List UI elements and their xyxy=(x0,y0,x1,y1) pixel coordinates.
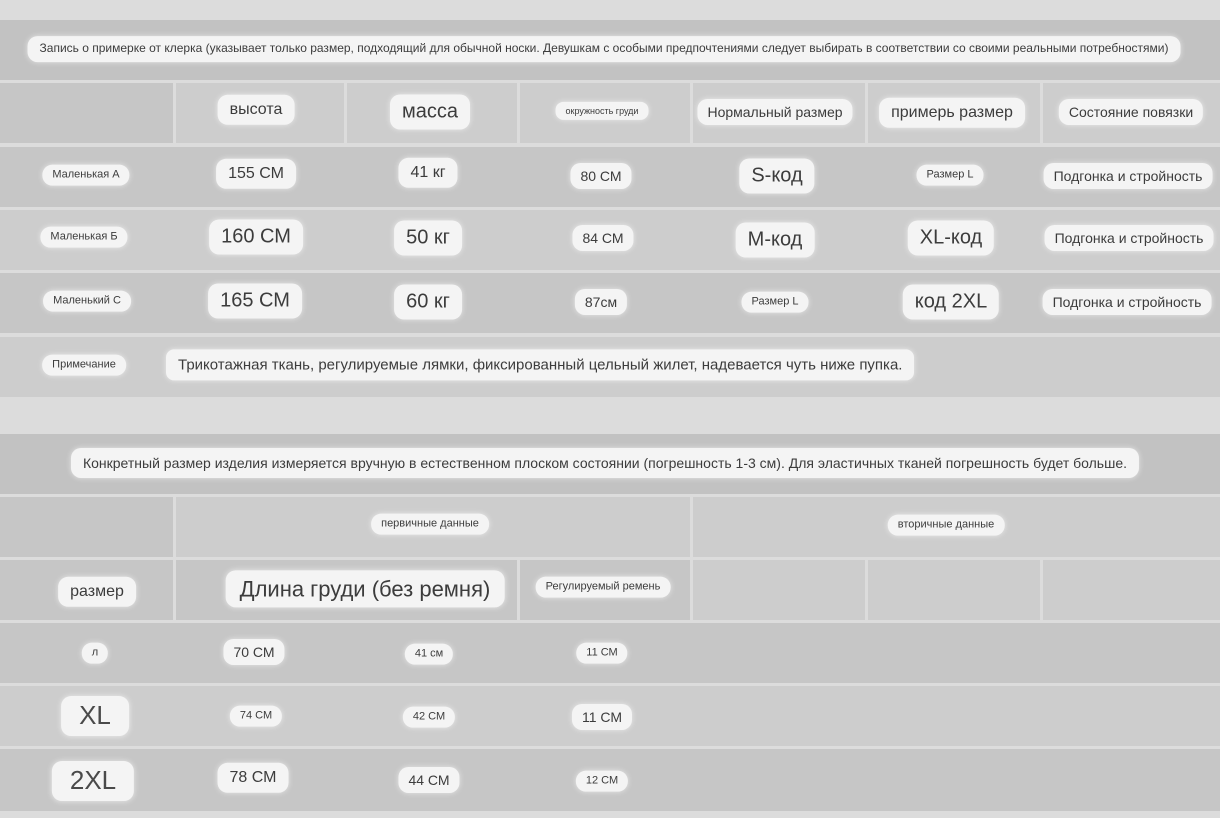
chest-length-value: 74 СМ xyxy=(230,706,282,727)
col-header-cell-empty xyxy=(1043,560,1220,620)
chest-length-value: 78 СМ xyxy=(218,763,289,793)
group-header-blank xyxy=(0,497,173,557)
row-chest: 87см xyxy=(575,289,627,315)
chest-length-value: 70 СМ xyxy=(223,639,284,665)
col2-value: 44 СМ xyxy=(398,767,459,793)
row-name: Маленький С xyxy=(43,291,131,312)
strap-value: 11 СМ xyxy=(576,643,627,664)
strap-value: 11 СМ xyxy=(572,704,632,730)
row-height: 155 СМ xyxy=(216,159,296,189)
group-primary-label: первичные данные xyxy=(371,514,489,535)
row-chest: 84 СМ xyxy=(572,225,633,251)
strap-value: 12 СМ xyxy=(576,771,628,792)
header-height: высота xyxy=(218,95,295,125)
row-normal-size: S-код xyxy=(739,159,814,194)
row-try-size: XL-код xyxy=(908,221,994,256)
header-normal-size: Нормальный размер xyxy=(697,99,852,125)
group-secondary-label: вторичные данные xyxy=(888,515,1005,536)
fit-banner-text: Запись о примерке от клерка (указывает только размер, подходящий для обычной носки. Девушкам с особыми предпочтениями следует выбирать в соответствии со своими реальными потребностями) xyxy=(28,36,1181,62)
row-strap-state: Подгонка и стройность xyxy=(1045,225,1214,251)
size-header: размер xyxy=(58,577,136,607)
header-weight: масса xyxy=(390,95,470,130)
row-strap-state: Подгонка и стройность xyxy=(1044,163,1213,189)
header-chest: окружность груди xyxy=(556,102,649,120)
col2-value: 41 см xyxy=(405,644,453,665)
row-height: 165 СМ xyxy=(208,284,302,319)
row-try-size: Размер L xyxy=(917,165,984,186)
header-cell-blank xyxy=(0,83,173,143)
row-height: 160 СМ xyxy=(209,220,303,255)
note-text: Трикотажная ткань, регулируемые лямки, фиксированный цельный жилет, надевается чуть ниже пупка. xyxy=(166,349,914,380)
size-value: л xyxy=(82,643,108,664)
size-banner-text: Конкретный размер изделия измеряется вручную в естественном плоском состоянии (погрешность 1-3 см). Для эластичных тканей погрешность будет больше. xyxy=(71,448,1139,478)
strap-header: Регулируемый ремень xyxy=(536,577,671,598)
row-name: Маленькая Б xyxy=(40,227,127,248)
row-strap-state: Подгонка и стройность xyxy=(1043,289,1212,315)
note-label: Примечание xyxy=(42,355,126,376)
row-normal-size: Размер L xyxy=(742,292,809,313)
row-weight: 50 кг xyxy=(394,221,462,256)
size-value: 2XL xyxy=(52,761,134,801)
chest-length-header: Длина груди (без ремня) xyxy=(226,570,505,607)
col-header-cell-empty xyxy=(868,560,1040,620)
size-value: XL xyxy=(61,696,129,736)
row-name: Маленькая А xyxy=(42,165,129,186)
col-header-cell-empty xyxy=(693,560,865,620)
row-chest: 80 СМ xyxy=(570,163,631,189)
header-try-size: примерь размер xyxy=(879,98,1025,128)
row-normal-size: М-код xyxy=(736,223,815,258)
row-weight: 41 кг xyxy=(398,158,457,188)
row-weight: 60 кг xyxy=(394,285,462,320)
row-try-size: код 2XL xyxy=(903,285,999,320)
col2-value: 42 СМ xyxy=(403,707,455,728)
header-strap-state: Состояние повязки xyxy=(1059,99,1203,125)
